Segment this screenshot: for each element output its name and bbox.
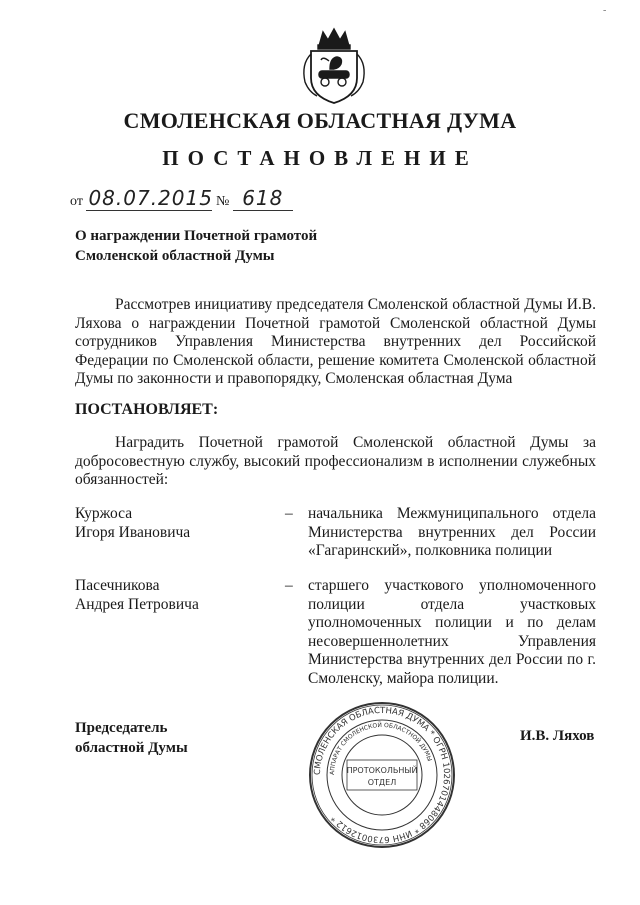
recipient-description: начальника Межмуниципального отдела Министерства внутренних дел России «Гагаринский», полковника полиции xyxy=(308,505,596,559)
recipient-surname: Пасечникова xyxy=(75,577,160,594)
title-line: Смоленской областной Думы xyxy=(75,248,275,264)
recipient-dash: – xyxy=(285,505,293,522)
document-title xyxy=(75,226,317,266)
stamp-inner-ring-text: АППАРАТ СМОЛЕНСКОЙ ОБЛАСТНОЙ ДУМЫ xyxy=(328,721,433,776)
coat-of-arms-icon xyxy=(297,26,371,106)
recipient-name xyxy=(75,577,199,614)
handwritten-number: 618 xyxy=(233,186,293,211)
handwritten-date: 08.07.2015 xyxy=(88,186,213,210)
recipient-name xyxy=(75,505,190,542)
stamp-center-line: ОТДЕЛ xyxy=(367,778,397,787)
preamble-paragraph: Рассмотрев инициативу председателя Смоленской областной Думы И.В. Ляхова о награждении Почетной грамотой Смоленской областной Думы сотрудников Управления Министерства внутренних дел Российской Федерации по Смоленской области, решение комитета Смоленской областной Думы по законности и правопорядку, Смоленская областная Дума xyxy=(75,296,596,387)
margin-mark: - xyxy=(603,5,607,16)
recipient-surname: Куржоса xyxy=(75,505,133,522)
stamp-ring-text: СМОЛЕНСКАЯ ОБЛАСТНАЯ ДУМА * ОГРН 1026701448068 * ИНН 6730012612 * xyxy=(312,705,452,845)
date-prefix: от xyxy=(70,194,83,209)
official-stamp xyxy=(307,700,457,850)
signatory-position xyxy=(75,718,188,758)
position-line: Председатель xyxy=(75,720,168,736)
number-prefix: № xyxy=(215,194,230,209)
award-paragraph: Наградить Почетной грамотой Смоленской областной Думы за добросовестную службу, высокий профессионализм в исполнении служебных обязанностей: xyxy=(75,434,596,488)
position-line: областной Думы xyxy=(75,740,188,756)
decree-heading: ПОСТАНОВЛЯЕТ: xyxy=(75,401,219,418)
signatory-name: И.В. Ляхов xyxy=(520,728,595,744)
stamp-center-line: ПРОТОКОЛЬНЫЙ xyxy=(346,766,418,775)
title-line: О награждении Почетной грамотой xyxy=(75,228,318,244)
document-type: ПОСТАНОВЛЕНИЕ xyxy=(162,146,478,170)
recipient-given-names: Андрея Петровича xyxy=(75,595,199,613)
recipient-given-names: Игоря Ивановича xyxy=(75,523,191,541)
organization-name: СМОЛЕНСКАЯ ОБЛАСТНАЯ ДУМА xyxy=(123,108,517,133)
recipient-dash: – xyxy=(285,577,293,594)
date-line xyxy=(70,186,293,211)
recipient-description: старшего участкового уполномоченного полиции отдела участковых уполномоченных полиции и по делам несовершеннолетних Управления Министерства внутренних дел России по г. Смоленску, майора полиции. xyxy=(308,577,596,687)
